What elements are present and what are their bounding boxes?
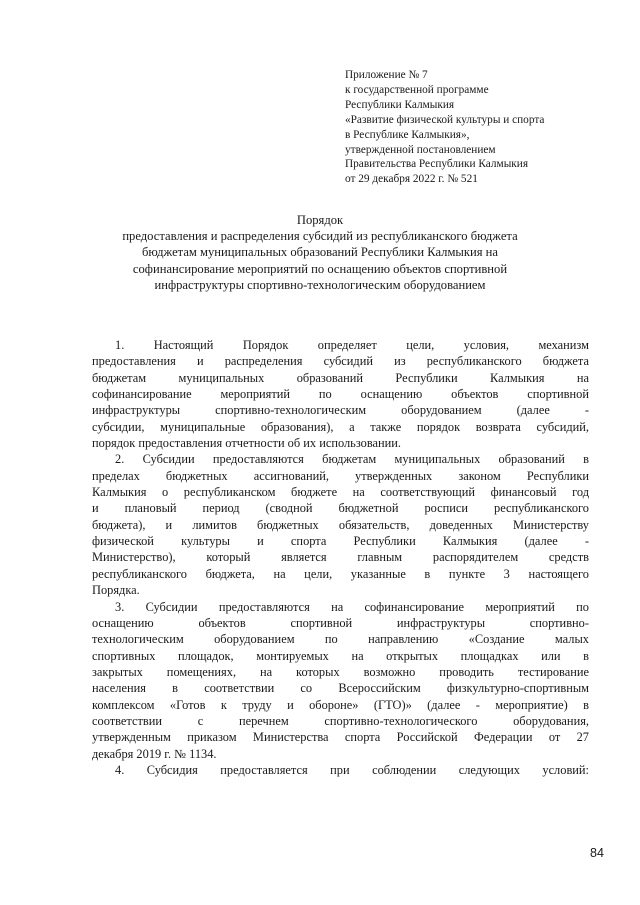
paragraph-line: предоставления и распределения субсидий из республиканского бюджета <box>92 354 589 369</box>
paragraph-line: 3. Субсидии предоставляются на софинансирование мероприятий по <box>115 599 589 614</box>
title-line: бюджетам муниципальных образований Республики Калмыкия на <box>141 245 499 260</box>
paragraph-line: Порядка. <box>92 583 140 598</box>
paragraph-line: населения в соответствии со Всероссийским физкультурно-спортивным <box>92 681 589 696</box>
document-body <box>92 337 589 778</box>
paragraph-line: технологическим оборудованием по направлению «Создание малых <box>92 632 589 647</box>
appendix-line: Приложение № 7 <box>345 69 428 81</box>
paragraph-line: пределах бюджетных ассигнований, утвержденных законом Республики <box>92 468 589 483</box>
page-number: 84 <box>590 846 604 860</box>
paragraph <box>92 337 589 451</box>
paragraph-line: 4. Субсидия предоставляется при соблюдении следующих условий: <box>115 762 589 777</box>
appendix-header <box>345 68 615 187</box>
paragraph-line: 2. Субсидии предоставляются бюджетам муниципальных образований в <box>115 452 589 467</box>
paragraph <box>92 451 589 598</box>
appendix-line: к государственной программе <box>345 83 489 96</box>
paragraph-line: физической культуры и спорта Республики Калмыкия (далее - <box>92 534 589 549</box>
paragraph-line: закрытых помещениях, на которых возможно проводить тестирование <box>92 664 589 679</box>
paragraph-line: инфраструктуры спортивно-технологическим оборудованием (далее - <box>92 403 589 418</box>
appendix-line: утвержденной постановлением <box>345 143 496 156</box>
paragraph-line: Министерство), который является главным распорядителем средств <box>92 550 589 565</box>
paragraph-line: бюджета), и лимитов бюджетных обязательств, доведенных Министерству <box>92 517 589 532</box>
appendix-line: Правительства Республики Калмыкия <box>345 158 529 171</box>
paragraph-line: софинансирование мероприятий по оснащению объектов спортивной <box>92 387 589 402</box>
title-line: предоставления и распределения субсидий из республиканского бюджета <box>122 229 518 244</box>
paragraph-line: декабря 2019 г. № 1134. <box>92 746 217 761</box>
paragraph <box>92 762 589 778</box>
paragraph-line: 1. Настоящий Порядок определяет цели, условия, механизм <box>115 338 589 352</box>
paragraph-line: бюджетам муниципальных образований Республики Калмыкия на <box>92 370 589 385</box>
appendix-line: «Развитие физической культуры и спорта <box>345 113 545 126</box>
document-title <box>95 212 545 293</box>
paragraph-line: спортивных площадок, монтируемых на открытых площадках или в <box>92 648 589 663</box>
paragraph-line: комплексом «Готов к труду и обороне» (ГТО)» (далее - мероприятие) в <box>92 697 589 712</box>
appendix-line: от 29 декабря 2022 г. № 521 <box>345 173 478 186</box>
paragraph-line: порядок предоставления отчетности об их использовании. <box>92 436 402 451</box>
appendix-line: в Республике Калмыкия», <box>345 128 470 141</box>
appendix-line: Республики Калмыкия <box>345 98 455 111</box>
title-heading: Порядок <box>296 213 344 227</box>
paragraph <box>92 599 589 762</box>
paragraph-line: оснащению объектов спортивной инфраструктуры спортивно- <box>92 615 589 630</box>
paragraph-line: соответствии с перечнем спортивно-технологического оборудования, <box>92 713 589 728</box>
paragraph-line: утвержденным приказом Министерства спорта Российской Федерации от 27 <box>92 730 589 745</box>
paragraph-line: и плановый период (сводной бюджетной росписи республиканского <box>92 501 589 516</box>
title-line: софинансирование мероприятий по оснащению объектов спортивной <box>132 261 508 276</box>
paragraph-line: Калмыкия о республиканском бюджете на соответствующий финансовый год <box>92 485 589 500</box>
paragraph-line: субсидии, муниципальные образования), а также порядок возврата субсидий, <box>92 419 589 434</box>
paragraph-line: республиканского бюджета, на цели, указанные в пункте 3 настоящего <box>92 566 589 581</box>
title-line: инфраструктуры спортивно-технологическим оборудованием <box>154 277 486 292</box>
